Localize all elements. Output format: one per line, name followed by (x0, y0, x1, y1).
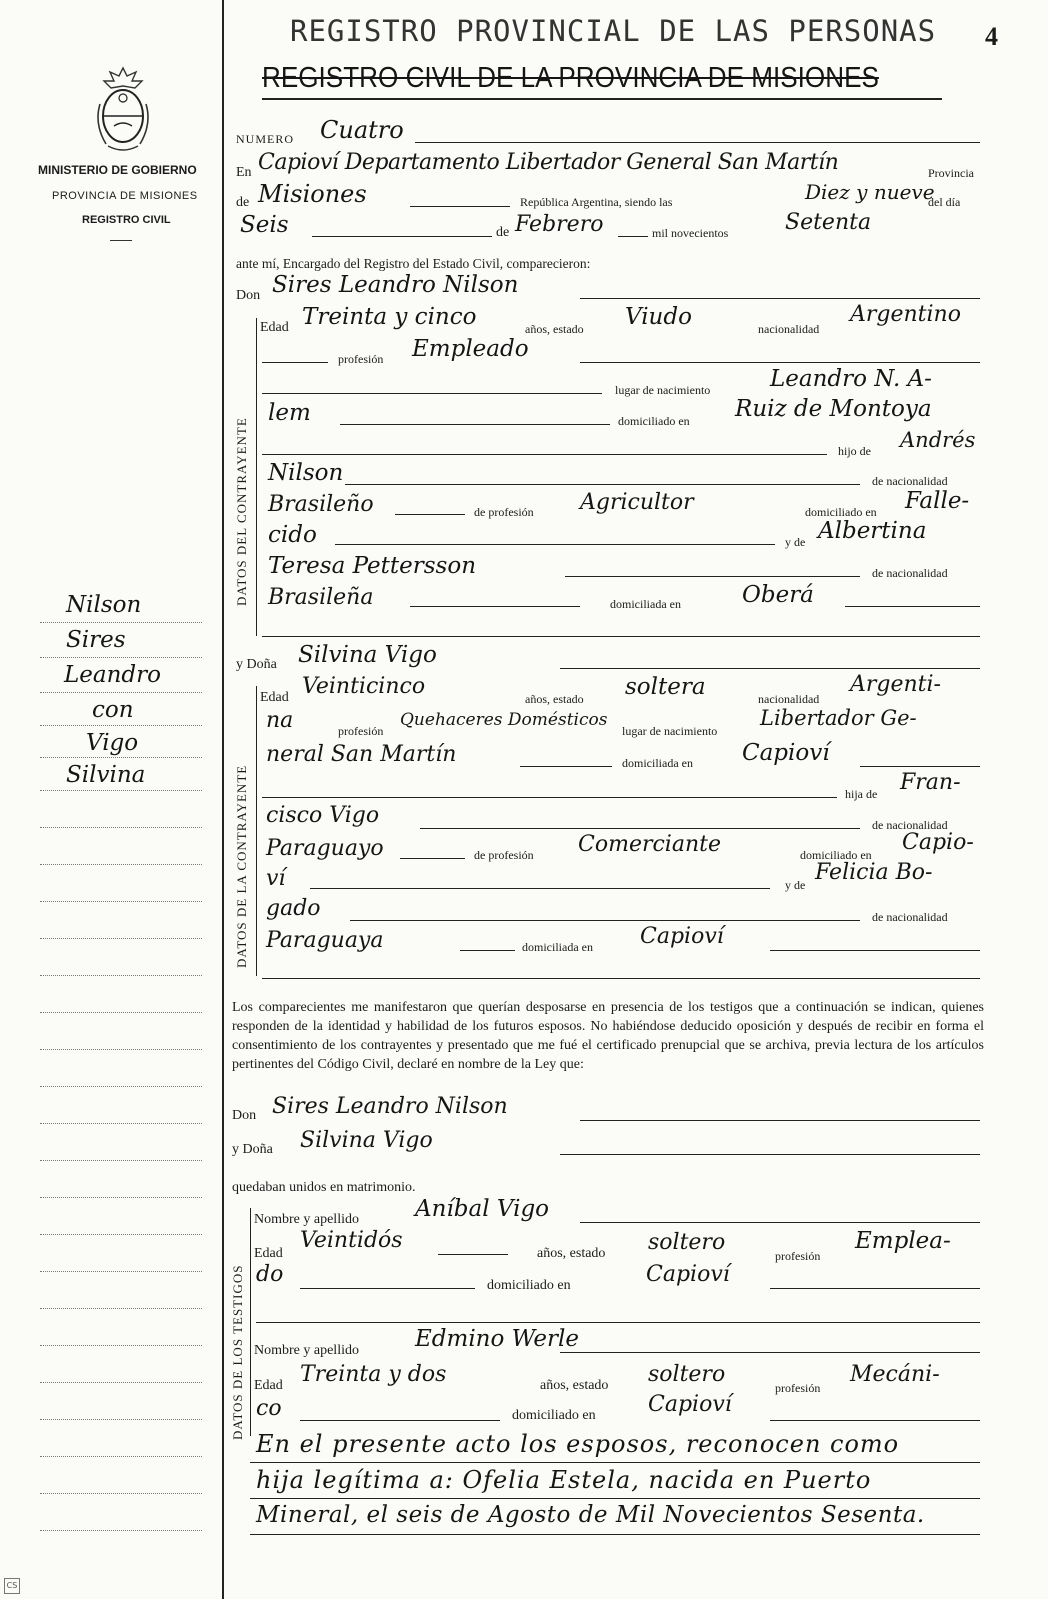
c-lugar-nac-label: lugar de nacimiento (615, 383, 711, 397)
de-label-2: de (496, 225, 510, 240)
margin-dotted-line (40, 1345, 202, 1346)
f-padre-domicilio-value-2: ví (266, 866, 286, 891)
t2-nombre-line (560, 1352, 980, 1353)
t2-domiciliado-label: domiciliado en (512, 1408, 596, 1423)
f-padre-nac-line (400, 858, 465, 859)
c-madre-dom-line (845, 606, 980, 607)
c-madre-value-1: Albertina (818, 518, 927, 544)
c-domiciliado-en-label: domiciliado en (805, 505, 877, 519)
t1-edad-line (438, 1254, 508, 1255)
sidebar-short-rule (110, 240, 132, 241)
f-domiciliado-en-label: domiciliado en (800, 848, 872, 862)
margin-dotted-line (40, 938, 202, 939)
margin-dotted-line (40, 1123, 202, 1124)
c-profesion-lead-line (262, 362, 328, 363)
c-profesion-value: Empleado (412, 336, 529, 362)
t2-nombre-label: Nombre y apellido (254, 1343, 359, 1358)
margin-dotted-line (40, 1197, 202, 1198)
c-padre-value-2: Nilson (268, 460, 344, 486)
f-lugar-nac-value-1: Libertador Ge- (760, 706, 917, 730)
registry-label: REGISTRO CIVIL (82, 214, 171, 226)
c-domiciliado-label: domiciliado en (618, 414, 690, 428)
f-madre-nac-line (460, 950, 515, 951)
margin-dotted-line (40, 864, 202, 865)
c-padre-nacionalidad-value: Brasileño (268, 492, 374, 517)
f-nacionalidad-value-1: Argenti- (850, 672, 941, 697)
t1-closing-line (256, 1322, 980, 1323)
numero-line (415, 142, 980, 143)
margin-dotted-line (40, 692, 202, 693)
testigos-side-label: DATOS DE LOS TESTIGOS (230, 1264, 245, 1440)
c-de-profesion-label: de profesión (474, 505, 534, 519)
margin-dotted-line (40, 657, 202, 658)
provincia-line (410, 206, 510, 207)
t1-domiciliado-label: domiciliado en (487, 1278, 571, 1293)
dia-line (312, 236, 492, 237)
registry-title-struck: REGISTRO CIVIL DE LA PROVINCIA DE MISIONES (262, 62, 879, 94)
decl-don-line (580, 1120, 980, 1121)
margin-note-line-1: Nilson (66, 592, 142, 618)
f-padre-domicilio-value-1: Capio- (902, 830, 974, 855)
f-madre-nacionalidad-value: Paraguaya (266, 928, 384, 953)
province-label: PROVINCIA DE MISIONES (52, 190, 198, 202)
margin-dotted-line (40, 1456, 202, 1457)
c-de-nacionalidad-label: de nacionalidad (872, 474, 948, 488)
note-line-1: En el presente acto los esposos, reconocen como (256, 1430, 900, 1458)
f-de-profesion-label: de profesión (474, 848, 534, 862)
f-lugar-nac-value-2: neral San Martín (266, 742, 457, 767)
declaration-paragraph: Los comparecientes me manifestaron que querían desposarse en presencia de los testigos que a continuación se indican, quienes responden de la identidad y habilidad de los futuros esposos. No habiéndose deducido oposición y después de recibir en forma el consentimiento de los contrayentes y presentado que me fué el certificado prenupcial que se archiva, previa lectura de los artículos pertinentes del Código Civil, declaré en nombre de la Ley que: (232, 1000, 984, 1072)
t1-profesion-value-2: do (256, 1262, 284, 1287)
margin-note-line-6: Silvina (66, 762, 146, 788)
margin-note-line-4: con (92, 697, 134, 723)
margin-dotted-line (40, 1160, 202, 1161)
header-rule (262, 98, 942, 100)
en-value: Capioví Departamento Libertador General San Martín (258, 150, 839, 175)
c-madre-value-2: Teresa Pettersson (268, 553, 477, 579)
f-estado-value: soltera (625, 674, 706, 700)
c-lugar-lead-line (262, 393, 602, 394)
provincia-label: Provincia (928, 166, 974, 180)
c-y-de-lead-line (335, 544, 775, 545)
c-domiciliada-label: domiciliada en (610, 597, 681, 611)
f-anos-estado-label: años, estado (525, 692, 584, 706)
registry-title-top: REGISTRO PROVINCIAL DE LAS PERSONAS (290, 14, 937, 48)
c-profesion-line (580, 362, 980, 363)
republica-label: República Argentina, siendo las (520, 195, 673, 209)
f-madre-domicilio-value: Capioví (640, 924, 724, 949)
f-lugar-nac-label: lugar de nacimiento (622, 724, 718, 738)
mil-label: mil novecientos (652, 226, 729, 240)
f-edad-value: Veinticinco (302, 674, 426, 699)
f-hija-lead-line (262, 797, 837, 798)
page-number: 4 (985, 22, 998, 51)
margin-dotted-line (40, 901, 202, 902)
f-closing-line (262, 978, 980, 979)
margin-dotted-line (40, 1419, 202, 1420)
c-estado-value: Viudo (625, 304, 692, 330)
margin-dotted-line (40, 1012, 202, 1013)
f-y-de-lead-line (310, 888, 770, 889)
f-nacionalidad-value-2: na (266, 708, 294, 733)
hora-value: Diez y nueve (805, 180, 935, 204)
note-line-2: hija legítima a: Ofelia Estela, nacida en Puerto (256, 1466, 872, 1494)
c-y-de-label: y de (785, 535, 806, 549)
don-label: Don (236, 288, 261, 303)
numero-label: NUMERO (236, 132, 295, 146)
f-madre-value-1: Felicia Bo- (815, 860, 933, 885)
f-madre-de-nacionalidad-label: de nacionalidad (872, 910, 948, 924)
t2-estado-value: soltero (648, 1362, 726, 1387)
t2-anos-estado-label: años, estado (540, 1378, 609, 1393)
margin-dotted-line (40, 757, 202, 758)
f-lugar-line (520, 766, 612, 767)
t2-profesion-label: profesión (775, 1381, 821, 1395)
c-lugar-nac-value-1: Leandro N. A- (770, 366, 932, 392)
c-padre-domicilio-value-2: cido (268, 522, 317, 548)
note-line-2-rule (250, 1498, 980, 1499)
f-padre-profesion-value: Comerciante (578, 832, 721, 857)
del-dia-label: del día (928, 195, 961, 209)
f-profesion-label: profesión (338, 724, 384, 738)
margin-note-line-5: Vigo (86, 730, 139, 756)
margin-dotted-line (40, 1271, 202, 1272)
c-hijo-de-label: hijo de (838, 444, 871, 458)
c-madre-nacionalidad-value: Brasileña (268, 585, 374, 610)
dia-value: Seis (240, 212, 289, 238)
t1-anos-estado-label: años, estado (537, 1246, 606, 1261)
f-y-de-label: y de (785, 878, 806, 892)
c-domicilio-value: Ruiz de Montoya (735, 396, 932, 422)
margin-note-line-2: Sires (66, 627, 126, 653)
note-line-3: Mineral, el seis de Agosto de Mil Novecientos Sesenta. (256, 1502, 925, 1528)
t2-profesion-value-2: co (256, 1396, 282, 1421)
t1-nombre-label: Nombre y apellido (254, 1212, 359, 1227)
quedaban-text: quedaban unidos en matrimonio. (232, 1180, 416, 1195)
f-profesion-value: Quehaceres Domésticos (400, 710, 608, 730)
t1-edad-label: Edad (254, 1246, 283, 1261)
f-de-nacionalidad-label: de nacionalidad (872, 818, 948, 832)
c-padre-nac-line (395, 514, 465, 515)
decl-dona-line (560, 1154, 980, 1155)
contrayente-name: Sires Leandro Nilson (272, 272, 519, 298)
t1-profesion-label: profesión (775, 1249, 821, 1263)
f-domicilio-value: Capioví (742, 740, 830, 766)
t1-nombre-line (580, 1222, 980, 1223)
f-domicilio-line (860, 766, 980, 767)
margin-dotted-line (40, 725, 202, 726)
c-padre-line (345, 484, 860, 485)
margin-dotted-line (40, 1234, 202, 1235)
mes-value: Febrero (515, 212, 604, 237)
t1-nombre-value: Aníbal Vigo (415, 1196, 550, 1222)
testigos-bracket (250, 1208, 251, 1436)
ministry-label: MINISTERIO DE GOBIERNO (38, 163, 197, 177)
mes-line (618, 236, 648, 237)
c-nacionalidad-value: Argentino (850, 302, 961, 327)
t1-prof-line (300, 1288, 475, 1289)
t2-edad-label: Edad (254, 1378, 283, 1393)
anio-value: Setenta (785, 210, 872, 235)
contrayente-name-line (580, 298, 980, 299)
coat-of-arms-emblem (92, 64, 154, 154)
t1-domicilio-value: Capioví (646, 1262, 730, 1287)
f-padre-value-1: Fran- (900, 770, 961, 795)
margin-dotted-line (40, 1308, 202, 1309)
t2-prof-line (300, 1420, 500, 1421)
f-madre-value-2: gado (266, 896, 321, 921)
ante-mi-text: ante mí, Encargado del Registro del Estado Civil, comparecieron: (236, 256, 591, 271)
c-anos-estado-label: años, estado (525, 322, 584, 336)
c-profesion-label: profesión (338, 352, 384, 366)
note-line-1-rule (250, 1462, 980, 1463)
c-padre-profesion-value: Agricultor (580, 490, 694, 515)
f-nacionalidad-label: nacionalidad (758, 692, 820, 706)
t2-domicilio-line (770, 1420, 980, 1421)
c-padre-domicilio-value-1: Falle- (905, 488, 970, 514)
f-madre-line (350, 920, 860, 921)
contrayente-side-label: DATOS DEL CONTRAYENTE (234, 417, 249, 606)
numero-value: Cuatro (320, 116, 404, 144)
margin-dotted-line (40, 1382, 202, 1383)
margin-dotted-line (40, 827, 202, 828)
f-domiciliada-label: domiciliada en (622, 756, 693, 770)
t1-domicilio-line (770, 1288, 980, 1289)
f-domiciliada-en-label: domiciliada en (522, 940, 593, 954)
decl-don-value: Sires Leandro Nilson (272, 1094, 508, 1119)
margin-dotted-line (40, 1530, 202, 1531)
scanner-stamp: CS (4, 1578, 20, 1594)
c-lugar-nac-value-2: lem (268, 400, 311, 426)
f-padre-value-2: cisco Vigo (266, 803, 380, 828)
c-edad-value: Treinta y cinco (302, 304, 477, 330)
t2-edad-value: Treinta y dos (300, 1362, 447, 1387)
margin-dotted-line (40, 1493, 202, 1494)
c-padre-value-1: Andrés (900, 428, 976, 452)
margin-note-line-3: Leandro (64, 662, 161, 688)
en-label: En (236, 165, 252, 180)
margin-dotted-line (40, 790, 202, 791)
t1-profesion-value-1: Emplea- (855, 1228, 951, 1254)
f-madre-dom-line (770, 950, 980, 951)
contrayente-bracket (256, 318, 257, 636)
c-madre-line (565, 576, 860, 577)
dona-label: y Doña (236, 657, 277, 672)
t1-estado-value: soltero (648, 1230, 726, 1255)
sidebar-divider (222, 0, 224, 1599)
contrayenta-name: Silvina Vigo (298, 642, 437, 668)
note-line-3-rule (250, 1534, 980, 1535)
c-nacionalidad-label: nacionalidad (758, 322, 820, 336)
c-lugar-line-2 (340, 424, 610, 425)
t2-domicilio-value: Capioví (648, 1392, 732, 1417)
contrayenta-bracket (256, 686, 257, 976)
t2-nombre-value: Edmino Werle (415, 1326, 579, 1352)
decl-dona-value: Silvina Vigo (300, 1128, 433, 1153)
c-madre-nac-line (410, 606, 580, 607)
c-madre-de-nacionalidad-label: de nacionalidad (872, 566, 948, 580)
f-padre-nacionalidad-value: Paraguayo (266, 836, 384, 861)
margin-dotted-line (40, 1086, 202, 1087)
contrayenta-side-label: DATOS DE LA CONTRAYENTE (234, 764, 249, 968)
de-label: de (236, 195, 250, 210)
c-hijo-lead-line (262, 454, 827, 455)
decl-don-label: Don (232, 1108, 257, 1123)
c-closing-line (262, 636, 980, 637)
c-edad-label: Edad (260, 320, 289, 335)
margin-dotted-line (40, 975, 202, 976)
f-edad-label: Edad (260, 690, 289, 705)
f-padre-line (420, 828, 860, 829)
margin-dotted-line (40, 1049, 202, 1050)
t2-profesion-value-1: Mecáni- (850, 1362, 940, 1387)
margin-dotted-line (40, 622, 202, 623)
c-madre-domicilio-value: Oberá (742, 582, 814, 608)
provincia-value: Misiones (258, 180, 367, 208)
contrayenta-name-line (560, 668, 980, 669)
decl-dona-label: y Doña (232, 1142, 273, 1157)
t1-edad-value: Veintidós (300, 1228, 403, 1253)
f-hija-de-label: hija de (845, 787, 878, 801)
